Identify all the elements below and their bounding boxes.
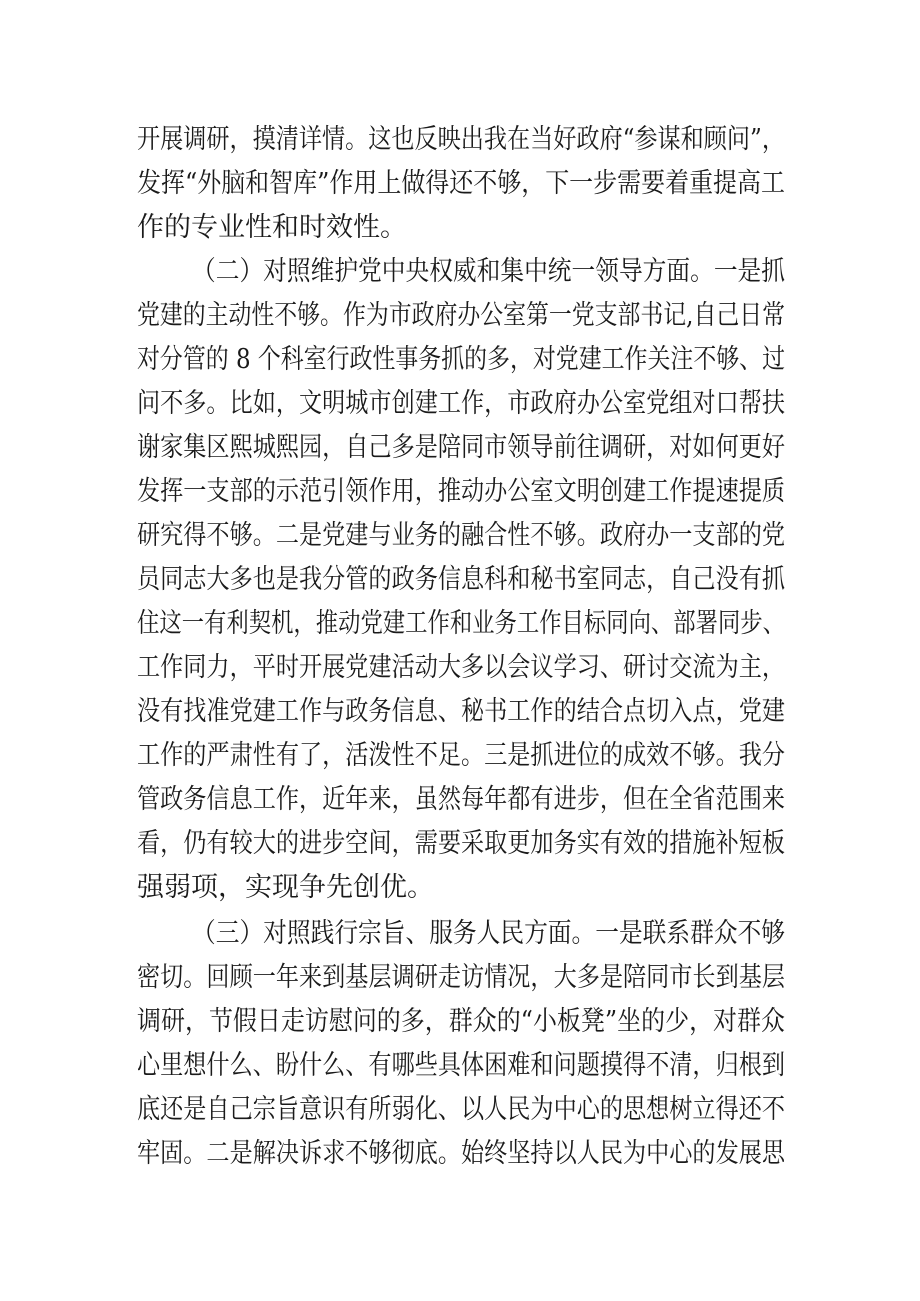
text-line: [0, 1130, 920, 1178]
line-text: 心里想什么、盼什么、有哪些具体困难和问题摸得不清，归根到: [137, 1050, 785, 1081]
text-line: [0, 864, 920, 912]
text-line: [0, 820, 920, 868]
text-line: [0, 292, 920, 340]
text-line: [0, 910, 920, 958]
line-text: 没有找准党建工作与政务信息、秘书工作的结合点切入点，党建: [137, 696, 785, 727]
text-line: [0, 380, 920, 428]
line-text: 发挥“外脑和智库”作用上做得还不够，下一步需要着重提高工: [137, 168, 785, 199]
text-line: [0, 1086, 920, 1134]
line-text: 底还是自己宗旨意识有所弱化、以人民为中心的思想树立得还不: [137, 1094, 785, 1125]
line-text: 住这一有利契机，推动党建工作和业务工作目标同向、部署同步、: [137, 608, 785, 639]
line-text: 密切。回顾一年来到基层调研走访情况，大多是陪同市长到基层: [137, 962, 785, 993]
text-line: [0, 998, 920, 1046]
text-line: [0, 732, 920, 780]
text-line: [0, 1042, 920, 1090]
line-text: 开展调研，摸清详情。这也反映出我在当好政府“参谋和顾问”，: [137, 124, 785, 155]
text-line: [0, 688, 920, 736]
line-text: 工作的严肃性有了，活泼性不足。三是抓进位的成效不够。我分: [137, 740, 785, 771]
line-text: 作的专业性和时效性。: [137, 212, 407, 243]
line-text: 工作同力，平时开展党建活动大多以会议学习、研讨交流为主，: [137, 652, 785, 683]
line-text: 看，仍有较大的进步空间，需要采取更加务实有效的措施补短板: [137, 828, 785, 859]
line-text: 管政务信息工作，近年来，虽然每年都有进步，但在全省范围来: [137, 784, 785, 815]
line-text: 发挥一支部的示范引领作用，推动办公室文明创建工作提速提质: [137, 476, 785, 507]
line-text: 问不多。比如，文明城市创建工作，市政府办公室党组对口帮扶: [137, 388, 785, 419]
text-line: [0, 248, 920, 296]
line-text: 牢固。二是解决诉求不够彻底。始终坚持以人民为中心的发展思: [137, 1138, 785, 1169]
text-line: [0, 424, 920, 472]
line-text: 强弱项，实现争先创优。: [137, 872, 434, 903]
line-text: 对分管的 8 个科室行政性事务抓的多，对党建工作关注不够、过: [137, 344, 785, 375]
text-line: [0, 336, 920, 384]
line-text: （三）对照践行宗旨、服务人民方面。一是联系群众不够: [192, 918, 785, 949]
text-line: [0, 556, 920, 604]
line-text: 党建的主动性不够。作为市政府办公室第一党支部书记,自己日常: [137, 300, 785, 331]
text-line: [0, 600, 920, 648]
line-text: （二）对照维护党中央权威和集中统一领导方面。一是抓: [192, 256, 785, 287]
text-line: [0, 468, 920, 516]
text-line: [0, 512, 920, 560]
text-line: [0, 116, 920, 164]
text-line: [0, 954, 920, 1002]
text-line: [0, 644, 920, 692]
line-text: 谢家集区熙城熙园，自己多是陪同市领导前往调研，对如何更好: [137, 432, 785, 463]
text-line: [0, 160, 920, 208]
text-line: [0, 204, 920, 252]
line-text: 研究得不够。二是党建与业务的融合性不够。政府办一支部的党: [137, 520, 785, 551]
text-line: [0, 776, 920, 824]
line-text: 调研，节假日走访慰问的多，群众的“小板凳”坐的少，对群众: [137, 1006, 785, 1037]
line-text: 员同志大多也是我分管的政务信息科和秘书室同志，自己没有抓: [137, 564, 785, 595]
